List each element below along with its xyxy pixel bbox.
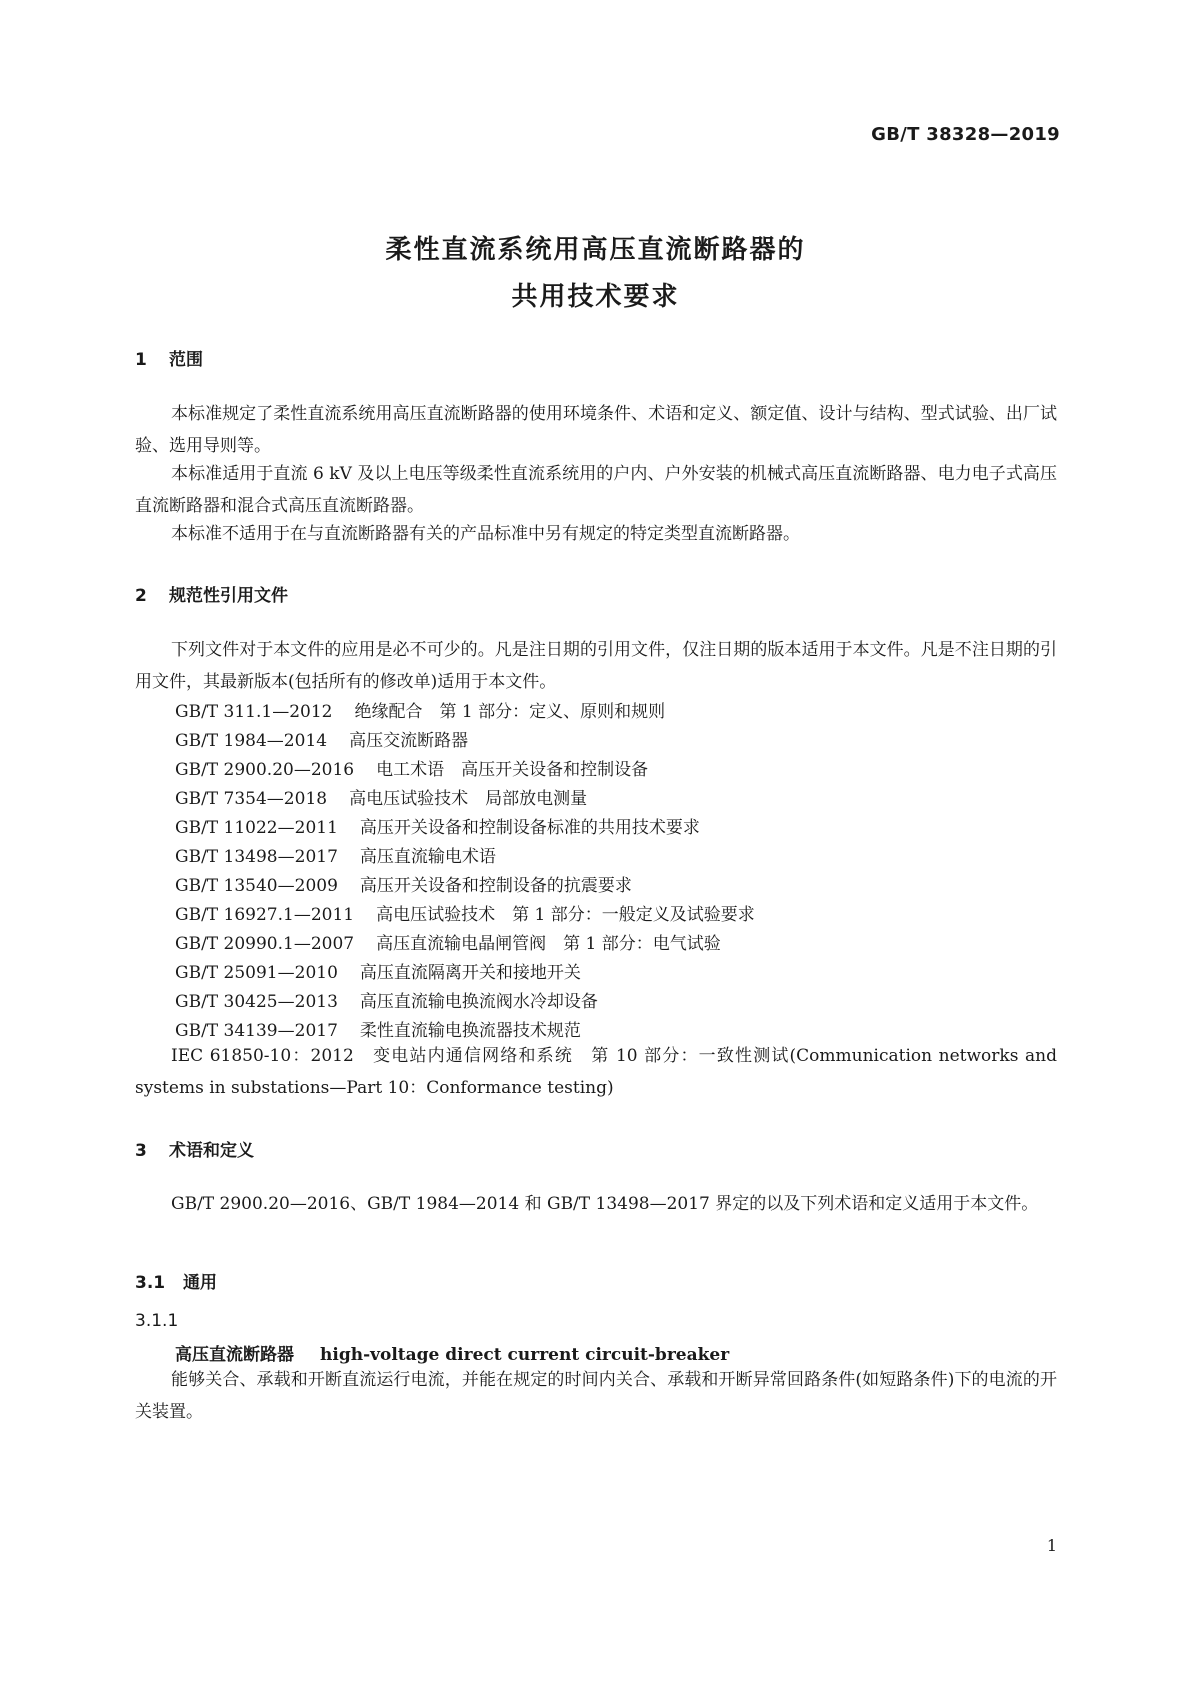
section-title: 术语和定义 <box>169 1141 254 1161</box>
reference-code: GB/T 311.1—2012 <box>175 702 333 722</box>
reference-title: 柔性直流输电换流器技术规范 <box>359 1021 581 1041</box>
section-3-heading <box>135 1136 254 1161</box>
term-heading <box>175 1340 729 1365</box>
section-number: 3 <box>135 1141 147 1161</box>
section-3-paragraph-1: GB/T 2900.20—2016、GB/T 1984—2014 和 GB/T 13498—2017 界定的以及下列术语和定义适用于本文件。 <box>171 1194 1039 1214</box>
section-1-paragraph-2: 本标准适用于直流 6 kV 及以上电压等级柔性直流系统用的户内、户外安装的机械式高压直流断路器、电力电子式高压直流断路器和混合式高压直流断路器。 <box>135 464 1057 516</box>
term-chinese: 高压直流断路器 <box>175 1345 294 1365</box>
reference-item <box>175 929 721 954</box>
term-definition: 能够关合、承载和开断直流运行电流，并能在规定的时间内关合、承载和开断异常回路条件(如短路条件)下的电流的开关装置。 <box>135 1370 1057 1422</box>
reference-code: GB/T 2900.20—2016 <box>175 760 355 780</box>
section-number: 2 <box>135 586 147 606</box>
section-2-heading <box>135 581 288 606</box>
section-title: 规范性引用文件 <box>169 586 288 606</box>
reference-code: GB/T 13498—2017 <box>175 847 338 867</box>
section-1-heading <box>135 345 203 370</box>
section-1-paragraph-3: 本标准不适用于在与直流断路器有关的产品标准中另有规定的特定类型直流断路器。 <box>171 524 800 544</box>
reference-item <box>175 871 632 896</box>
subsection-3-1-heading <box>135 1268 217 1293</box>
reference-title: 高电压试验技术 第 1 部分：一般定义及试验要求 <box>376 905 755 925</box>
reference-code: GB/T 11022—2011 <box>175 818 338 838</box>
reference-title: 高电压试验技术 局部放电测量 <box>349 789 588 809</box>
subsection-title: 通用 <box>183 1273 217 1293</box>
reference-title: 高压开关设备和控制设备的抗震要求 <box>359 876 632 896</box>
reference-title: 绝缘配合 第 1 部分：定义、原则和规则 <box>354 702 666 722</box>
reference-title: 高压直流输电晶闸管阀 第 1 部分：电气试验 <box>376 934 721 954</box>
reference-item <box>175 900 755 925</box>
subsection-number: 3.1 <box>135 1273 166 1293</box>
reference-code: GB/T 16927.1—2011 <box>175 905 355 925</box>
term-number: 3.1.1 <box>135 1311 179 1331</box>
reference-code: GB/T 25091—2010 <box>175 963 338 983</box>
reference-item <box>175 1016 581 1041</box>
reference-title: 高压直流隔离开关和接地开关 <box>359 963 581 983</box>
section-1-paragraph-1: 本标准规定了柔性直流系统用高压直流断路器的使用环境条件、术语和定义、额定值、设计与结构、型式试验、出厂试验、选用导则等。 <box>135 404 1057 456</box>
standard-code: GB/T 38328—2019 <box>871 124 1060 145</box>
reference-code: GB/T 7354—2018 <box>175 789 328 809</box>
page-number: 1 <box>1046 1536 1057 1555</box>
document-title-line-2: 共用技术要求 <box>511 282 680 312</box>
reference-item <box>175 842 496 867</box>
section-number: 1 <box>135 350 147 370</box>
reference-item <box>175 987 598 1012</box>
reference-title: 高压直流输电术语 <box>359 847 496 867</box>
document-title-line-1: 柔性直流系统用高压直流断路器的 <box>385 235 806 265</box>
section-2-paragraph-1: 下列文件对于本文件的应用是必不可少的。凡是注日期的引用文件，仅注日期的版本适用于本文件。凡是不注日期的引用文件，其最新版本(包括所有的修改单)适用于本文件。 <box>135 640 1057 692</box>
reference-item <box>175 813 700 838</box>
reference-code: GB/T 30425—2013 <box>175 992 338 1012</box>
reference-item <box>175 726 468 751</box>
reference-item <box>175 755 648 780</box>
reference-item <box>175 958 581 983</box>
reference-code: GB/T 20990.1—2007 <box>175 934 355 954</box>
reference-title: 高压交流断路器 <box>349 731 469 751</box>
reference-code: GB/T 34139—2017 <box>175 1021 338 1041</box>
reference-title: 高压直流输电换流阀水冷却设备 <box>359 992 598 1012</box>
reference-code: GB/T 1984—2014 <box>175 731 328 751</box>
term-english: high-voltage direct current circuit-breaker <box>320 1345 730 1365</box>
reference-item-iec: IEC 61850-10：2012 变电站内通信网络和系统 第 10 部分：一致性测试(Communication networks and systems in substations—Part 10：Conformance testing) <box>135 1046 1057 1098</box>
section-title: 范围 <box>169 350 203 370</box>
reference-title: 电工术语 高压开关设备和控制设备 <box>376 760 649 780</box>
reference-item <box>175 697 665 722</box>
reference-code: GB/T 13540—2009 <box>175 876 338 896</box>
reference-item <box>175 784 587 809</box>
reference-title: 高压开关设备和控制设备标准的共用技术要求 <box>359 818 700 838</box>
